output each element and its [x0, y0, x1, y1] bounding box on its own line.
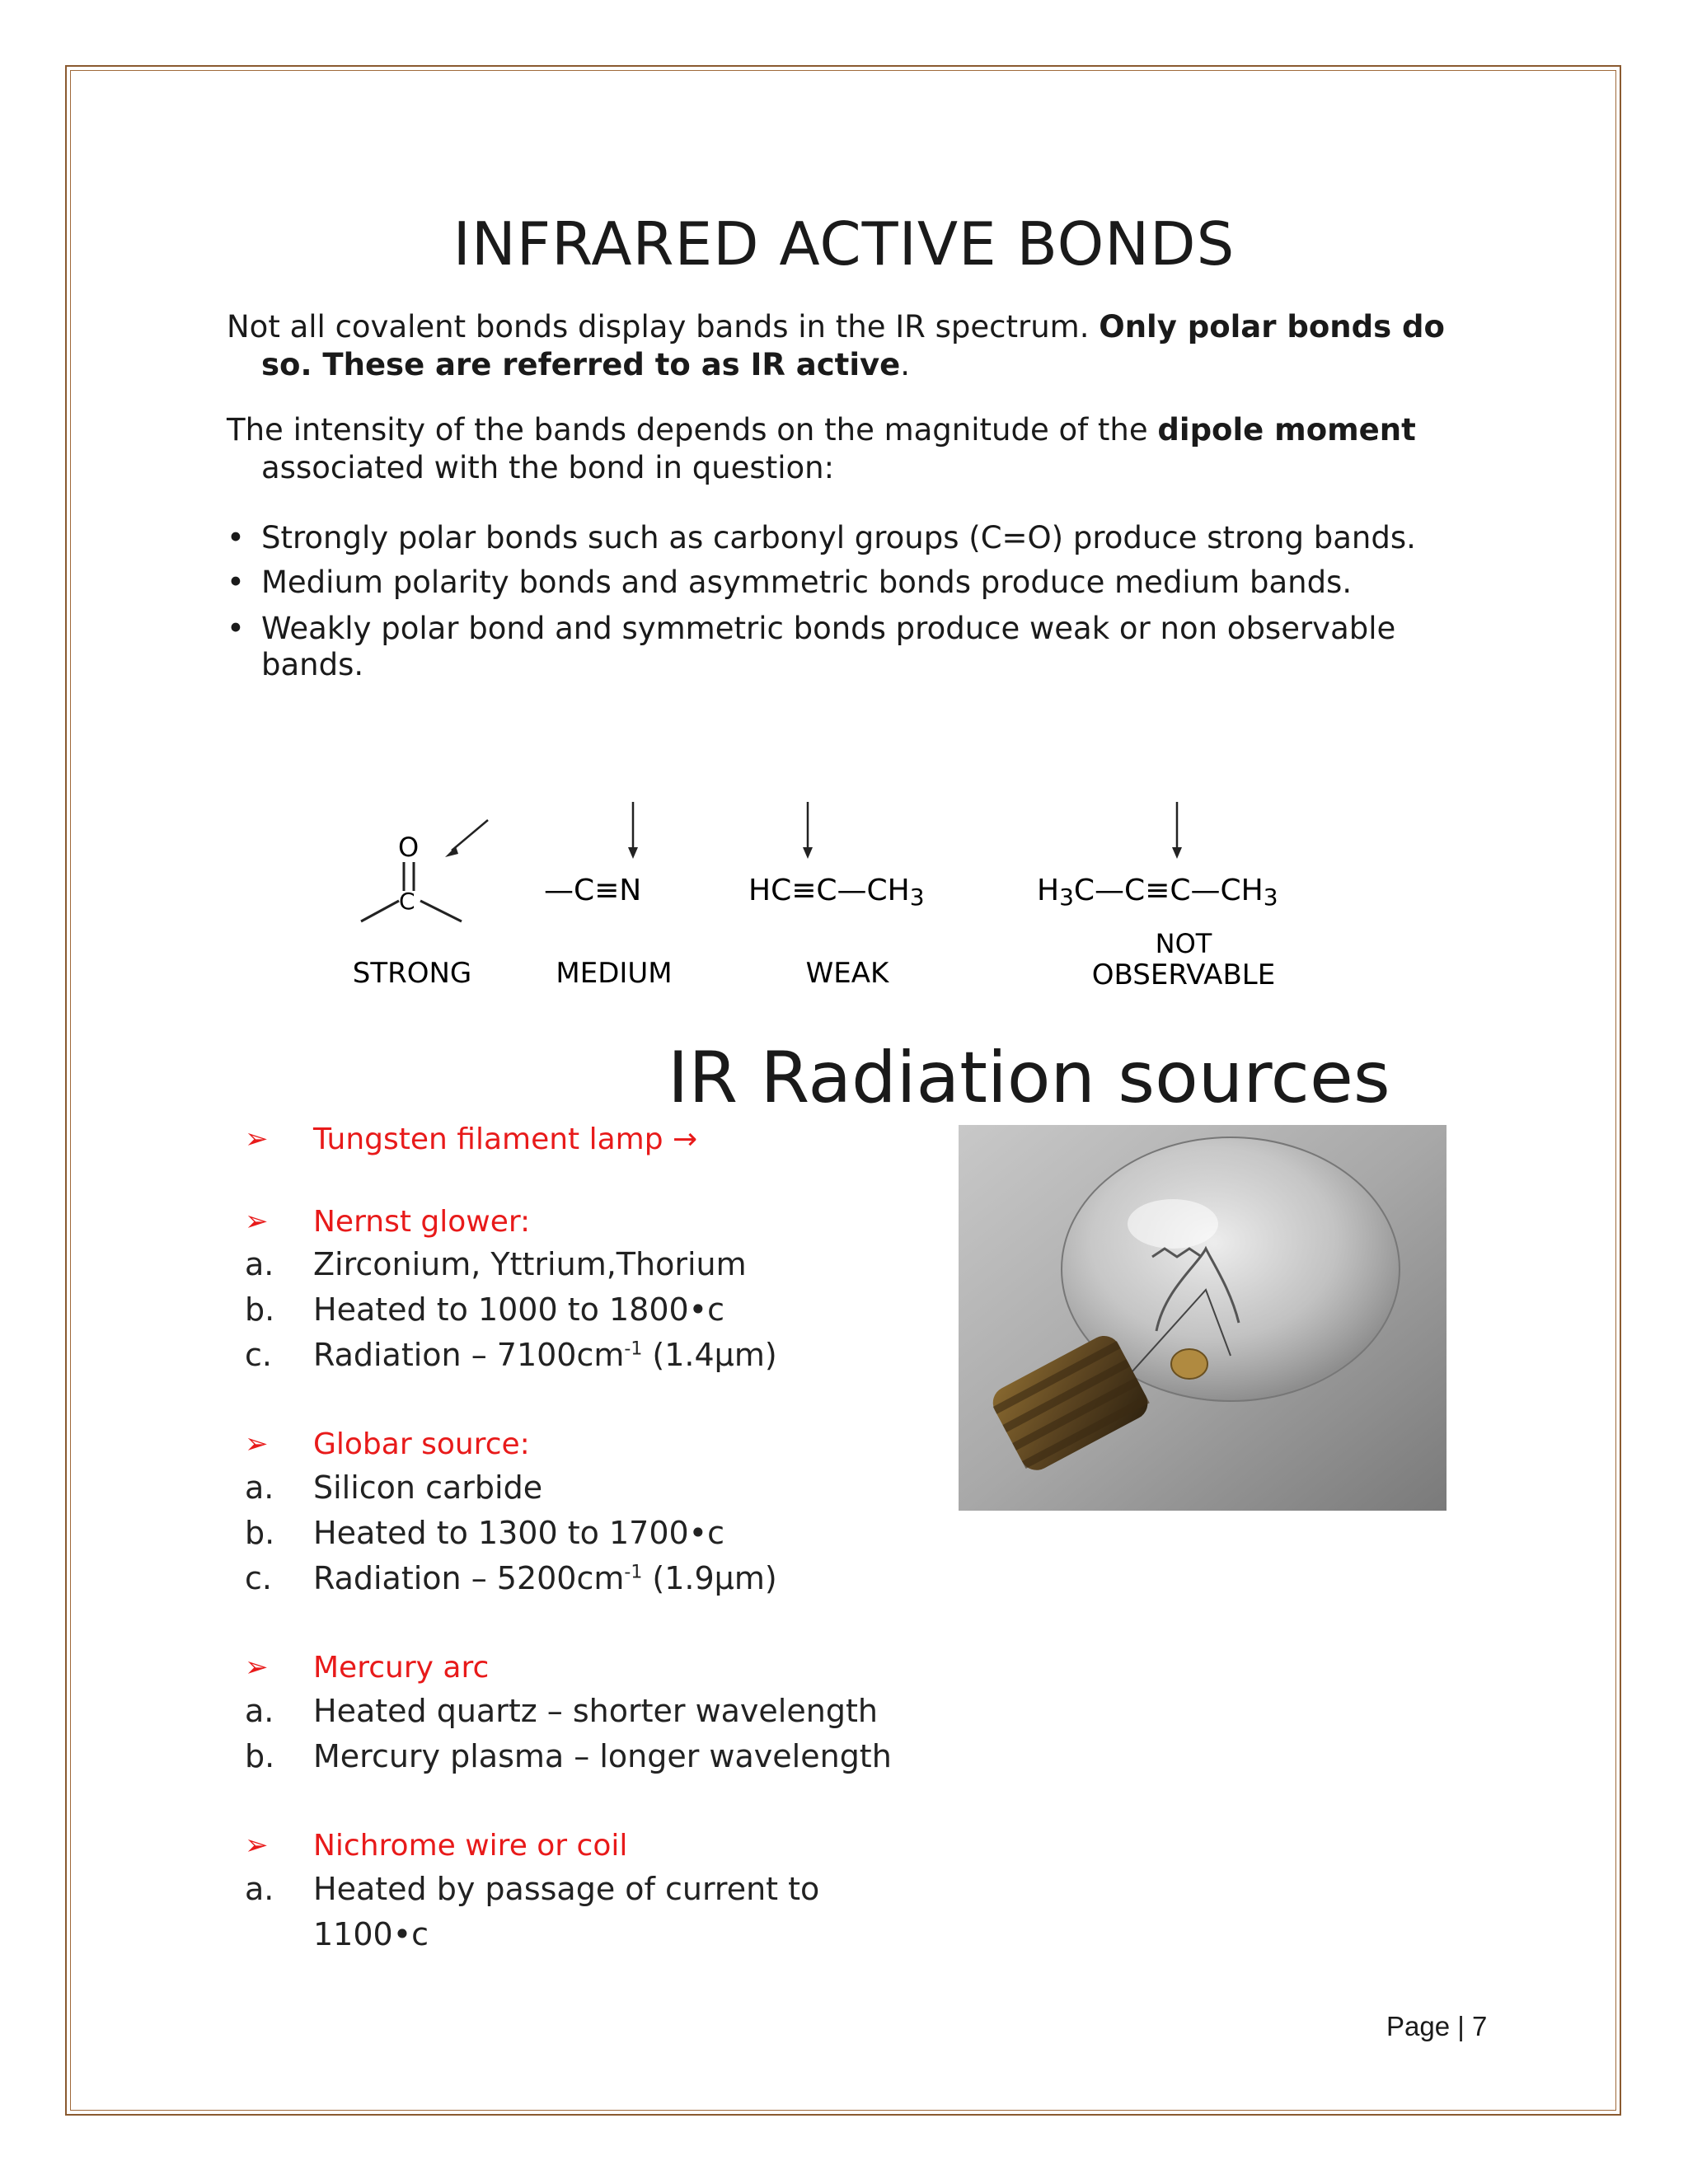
page-title: INFRARED ACTIVE BONDS — [452, 209, 1236, 279]
item-text-part: Radiation – 7100cm — [313, 1337, 625, 1373]
oxygen-atom: O — [398, 832, 420, 863]
arrow-head-icon — [445, 846, 458, 857]
intro-text: associated with the bond in question: — [261, 450, 835, 485]
bond-structures-diagram — [0, 0, 1688, 1038]
bullet-dot: • — [227, 520, 245, 555]
intro-bold: Only polar bonds do — [1099, 309, 1445, 344]
arrow-head-icon — [803, 847, 813, 859]
source-heading: Globar source: — [313, 1427, 530, 1461]
arrow-line — [452, 820, 488, 851]
arrow-marker-icon: ➢ — [245, 1829, 269, 1862]
formula-text: C—C≡C—CH — [1073, 874, 1264, 907]
strong-label: STRONG — [352, 957, 472, 990]
source-heading: Tungsten filament lamp → — [313, 1122, 698, 1156]
nitrile-structure — [544, 802, 673, 990]
item-letter: a. — [245, 1693, 274, 1729]
terminal-alkyne-structure — [748, 802, 925, 990]
medium-label: MEDIUM — [556, 957, 673, 990]
source-heading: Nernst glower: — [313, 1205, 531, 1239]
page-number: Page | 7 — [1386, 2011, 1488, 2041]
item-text: Heated quartz – shorter wavelength — [313, 1693, 878, 1729]
arrow-marker-icon: ➢ — [245, 1205, 269, 1238]
source-heading: Mercury arc — [313, 1651, 490, 1685]
arrow-marker-icon: ➢ — [245, 1122, 269, 1155]
bond-line — [420, 901, 462, 921]
light-bulb-icon — [959, 1125, 1447, 1511]
formula-text: H — [1037, 874, 1060, 907]
internal-alkyne-formula — [1037, 874, 1278, 911]
not-observable-label: NOT — [1155, 928, 1212, 959]
superscript: -1 — [624, 1562, 643, 1583]
item-text: Heated to 1300 to 1700•c — [313, 1515, 724, 1551]
subscript: 3 — [909, 883, 925, 911]
item-letter: a. — [245, 1871, 274, 1907]
intro-text: Not all covalent bonds display bands in the IR spectrum. — [227, 309, 1100, 344]
item-letter: c. — [245, 1560, 272, 1596]
arrow-marker-icon: ➢ — [245, 1427, 269, 1460]
item-letter: b. — [245, 1738, 275, 1774]
bullet-text: bands. — [261, 647, 364, 682]
intro-text: . — [900, 347, 910, 382]
item-text — [313, 1560, 777, 1596]
arrow-head-icon — [1172, 847, 1182, 859]
bullet-text: Strongly polar bonds such as carbonyl groups (C=O) produce strong bands. — [261, 520, 1416, 555]
item-text: Mercury plasma – longer wavelength — [313, 1738, 892, 1774]
bullet-dot: • — [227, 565, 245, 600]
bond-line — [361, 901, 399, 921]
formula-text: HC≡C—CH — [748, 874, 910, 907]
subscript: 3 — [1059, 883, 1074, 911]
arrow-marker-icon: ➢ — [245, 1651, 269, 1684]
item-letter: a. — [245, 1246, 274, 1282]
item-text: Zirconium, Yttrium,Thorium — [313, 1246, 747, 1282]
superscript: -1 — [624, 1338, 643, 1360]
item-text: 1100•c — [313, 1916, 429, 1952]
intro-bold: dipole moment — [1157, 412, 1416, 448]
weak-label: WEAK — [805, 957, 889, 990]
item-text-part: Radiation – 5200cm — [313, 1560, 625, 1596]
intro-bold: so. These are referred to as IR active — [261, 347, 901, 382]
arrow-head-icon — [628, 847, 638, 859]
item-letter: a. — [245, 1469, 274, 1506]
carbonyl-structure — [353, 820, 488, 990]
internal-alkyne-structure — [1037, 802, 1278, 991]
bullet-text: Medium polarity bonds and asymmetric bonds produce medium bands. — [261, 565, 1353, 600]
item-text: Silicon carbide — [313, 1469, 543, 1506]
item-letter: b. — [245, 1291, 275, 1328]
terminal-alkyne-formula — [748, 874, 925, 911]
item-text-part: (1.4μm) — [642, 1337, 777, 1373]
item-text: Heated to 1000 to 1800•c — [313, 1291, 724, 1328]
item-text — [313, 1337, 777, 1373]
item-text: Heated by passage of current to — [313, 1871, 820, 1907]
nitrile-formula: —C≡N — [544, 874, 642, 907]
subscript: 3 — [1263, 883, 1278, 911]
bullet-text: Weakly polar bond and symmetric bonds produce weak or non observable — [261, 611, 1396, 646]
bullet-dot: • — [227, 611, 245, 646]
source-heading: Nichrome wire or coil — [313, 1829, 628, 1863]
item-text-part: (1.9μm) — [642, 1560, 777, 1596]
item-letter: c. — [245, 1337, 272, 1373]
carbon-atom: C — [399, 888, 415, 915]
sources-title: IR Radiation sources — [668, 1037, 1390, 1119]
intro-text: The intensity of the bands depends on the magnitude of the — [227, 412, 1158, 448]
not-observable-label: OBSERVABLE — [1091, 958, 1276, 991]
item-letter: b. — [245, 1515, 275, 1551]
tungsten-bulb-photo — [959, 1125, 1447, 1511]
